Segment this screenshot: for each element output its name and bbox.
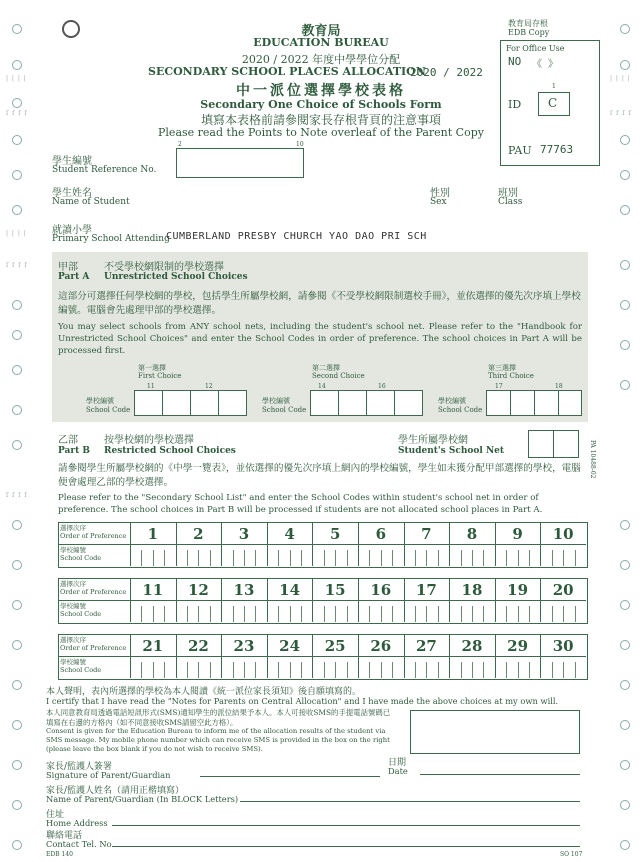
- punch-hole: [12, 170, 22, 180]
- punch-hole: [12, 560, 22, 570]
- school-code-input[interactable]: [496, 657, 540, 677]
- declaration-zh: 本人聲明，表內所選擇的學校為本人閱讀《統一派位家長須知》後自願填寫的。: [46, 687, 362, 697]
- school-code-input[interactable]: [131, 601, 175, 621]
- code-digit-box[interactable]: [394, 390, 423, 416]
- school-code-input[interactable]: [541, 545, 585, 565]
- school-code-input[interactable]: [131, 545, 175, 565]
- school-code-input[interactable]: [313, 657, 357, 677]
- punch-hole: [12, 330, 22, 340]
- code-label-zh: 學校編號: [60, 546, 86, 554]
- punch-hole: [620, 760, 630, 770]
- form-title-zh: 中一派位選擇學校表格: [236, 83, 406, 99]
- office-no-label: NO: [508, 55, 522, 68]
- school-code-input[interactable]: [177, 601, 221, 621]
- school-code-input[interactable]: [268, 545, 312, 565]
- preference-number: 3: [238, 525, 250, 543]
- note-zh: 填寫本表格前請參閱家長存根背頁的注意事項: [200, 113, 441, 127]
- punch-hole: [12, 600, 22, 610]
- code-label-zh: 學校編號: [438, 397, 466, 405]
- contact-tel-zh: 聯絡電話: [46, 831, 83, 841]
- class-en: Class: [498, 197, 523, 207]
- punch-hole: [12, 720, 22, 730]
- choice-tick: 18: [555, 383, 563, 390]
- punch-hole: [620, 520, 630, 530]
- code-digit-box[interactable]: [134, 390, 163, 416]
- code-label-en: School Code: [262, 406, 307, 414]
- school-code-input[interactable]: [541, 657, 585, 677]
- preference-number: 12: [187, 581, 209, 599]
- school-code-input[interactable]: [177, 657, 221, 677]
- sms-phone-input[interactable]: [410, 710, 580, 754]
- code-label-en: School Code: [60, 666, 102, 674]
- preference-number: 6: [375, 525, 387, 543]
- punch-hole: [12, 840, 22, 850]
- margin-tick: | | | |: [6, 230, 27, 237]
- code-digit-box[interactable]: [218, 390, 247, 416]
- margin-tick: | | | |: [6, 75, 27, 82]
- preference-number: 10: [552, 525, 574, 543]
- preference-number: 17: [415, 581, 437, 599]
- choice-label-zh: 第二選擇: [312, 364, 340, 372]
- school-code-input[interactable]: [496, 601, 540, 621]
- school-code-input[interactable]: [359, 545, 403, 565]
- school-code-input[interactable]: [268, 601, 312, 621]
- choice-tick: 12: [205, 383, 213, 390]
- choice-label-zh: 第三選擇: [488, 364, 516, 372]
- part-b-title-en: Restricted School Choices: [104, 446, 236, 456]
- preference-number: 28: [461, 637, 483, 655]
- school-code-input[interactable]: [313, 545, 357, 565]
- punch-hole: [12, 800, 22, 810]
- pau-label: PAU: [508, 144, 532, 157]
- part-b-label-en: Part B: [58, 446, 90, 456]
- punch-hole: [620, 170, 630, 180]
- sex-zh: 性別: [430, 188, 450, 199]
- choice-tick: 16: [378, 383, 386, 390]
- address-en: Home Address: [46, 818, 108, 828]
- class-zh: 班別: [498, 188, 518, 199]
- office-use-label: For Office Use: [506, 44, 565, 53]
- preference-number: 21: [142, 637, 164, 655]
- punch-hole: [12, 640, 22, 650]
- sms-consent-en: Consent is given for the Education Bureau to inform me of the allocation results of the student via SMS message. My mobile phone number which can receive SMS is provided in the box on the right (please leave the box blank if you do not wish to receive SMS).: [46, 727, 390, 753]
- choice-tick: 11: [147, 383, 155, 390]
- part-b-para-en: Please refer to the "Secondary School List" and enter the School Codes within student's school net in order of preference. The school choices in Part B will be processed if students are not allocated school places in Part A.: [58, 493, 543, 515]
- spa-title: SECONDARY SCHOOL PLACES ALLOCATION: [148, 65, 426, 78]
- order-label-zh: 選擇次序: [60, 580, 86, 588]
- punch-hole: [620, 800, 630, 810]
- preference-number: 26: [370, 637, 392, 655]
- school-code-input[interactable]: [450, 657, 494, 677]
- code-digit-box[interactable]: [190, 390, 219, 416]
- punch-hole: [12, 205, 22, 215]
- part-a-para-zh: 這部分可選擇任何學校網的學校，包括學生所屬學校網，請參閱《不受學校網限制選校手冊》，並依選擇的優先次序填上學校編號。電腦會先處理甲部的學校選擇。: [58, 291, 581, 316]
- preference-number: 27: [415, 637, 437, 655]
- punch-hole: [12, 680, 22, 690]
- punch-hole: [620, 260, 630, 270]
- punch-hole: [620, 560, 630, 570]
- preference-number: 4: [284, 525, 295, 543]
- preference-number: 30: [552, 637, 574, 655]
- parent-name-line[interactable]: [240, 801, 580, 802]
- code-label-zh: 學校編號: [86, 397, 114, 405]
- code-digit-box[interactable]: [510, 390, 535, 416]
- school-net-zh: 學生所屬學校網: [398, 435, 468, 446]
- school-code-input[interactable]: [131, 657, 175, 677]
- part-a-label-en: Part A: [58, 272, 90, 282]
- preference-number: 16: [370, 581, 392, 599]
- school-code-input[interactable]: [268, 657, 312, 677]
- student-ref-input[interactable]: [176, 148, 304, 178]
- margin-tick: ſ ſ ſ ſ: [610, 110, 632, 117]
- choice-tick: 14: [318, 383, 326, 390]
- student-ref-en: Student Reference No.: [52, 165, 157, 175]
- choice-label-zh: 第一選擇: [138, 364, 166, 372]
- primary-school-en: Primary School Attending: [52, 234, 170, 244]
- part-a-title-zh: 不受學校網限制的學校選擇: [104, 262, 224, 273]
- punch-hole: [12, 405, 22, 415]
- bureau-title-zh: 教育局: [301, 24, 341, 39]
- punch-hole: [620, 680, 630, 690]
- part-b-title-zh: 按學校網的學校選擇: [104, 435, 194, 446]
- school-code-input[interactable]: [405, 657, 449, 677]
- form-title-en: Secondary One Choice of Schools Form: [200, 98, 442, 111]
- school-net-en: Student's School Net: [398, 446, 505, 456]
- preference-number: 18: [461, 581, 483, 599]
- preference-number: 22: [187, 637, 209, 655]
- preference-number: 5: [329, 525, 341, 543]
- office-no-value: 《 》: [532, 59, 559, 70]
- student-ref-zh: 學生編號: [52, 156, 92, 167]
- spa-year: 2020 / 2022: [410, 66, 483, 79]
- preference-number: 9: [512, 525, 523, 543]
- school-code-input[interactable]: [222, 657, 266, 677]
- order-label-zh: 選擇次序: [60, 524, 86, 532]
- code-label-en: School Code: [60, 554, 102, 562]
- part-a-label-zh: 甲部: [58, 262, 78, 273]
- ref-tick-start: 2: [178, 141, 182, 148]
- code-label-zh: 學校編號: [60, 658, 86, 666]
- preference-number: 13: [233, 581, 255, 599]
- id-value: C: [548, 96, 558, 110]
- punch-hole: [12, 365, 22, 375]
- code-digit-box[interactable]: [558, 390, 582, 416]
- preference-number: 24: [279, 637, 301, 655]
- id-label: ID: [508, 98, 522, 111]
- punch-hole: [620, 380, 630, 390]
- code-digit-box[interactable]: [162, 390, 191, 416]
- date-zh: 日期: [388, 758, 407, 768]
- parent-name-en: Name of Parent/Guardian (In BLOCK Letters): [46, 794, 239, 804]
- code-digit-box[interactable]: [486, 390, 511, 416]
- punch-hole: [12, 760, 22, 770]
- code-label-zh: 學校編號: [60, 602, 86, 610]
- order-label-en: Order of Preference: [60, 588, 127, 596]
- address-line[interactable]: [112, 825, 580, 826]
- signature-zh: 家長/監護人簽署: [46, 762, 113, 772]
- sex-en: Sex: [430, 197, 447, 207]
- punch-hole: [620, 600, 630, 610]
- sms-consent-zh: 本人同意教育局透過電話短訊形式(SMS)通知學生的派位結果予本人。本人可接收SMS的手提電話號碼已填寫在右邊的方格內（如不同意接收SMS請留空此方格）。: [46, 708, 391, 727]
- code-label-en: School Code: [60, 610, 102, 618]
- school-code-input[interactable]: [222, 545, 266, 565]
- part-b-para-zh: 請參閱學生所屬學校網的《中學一覽表》，並依選擇的優先次序填上網內的學校編號，學生如未獲分配甲部選擇的學校，電腦便會處理乙部的學校選擇。: [58, 463, 581, 488]
- choice-tick: 17: [495, 383, 503, 390]
- punch-hole: [620, 300, 630, 310]
- part-b-label-zh: 乙部: [58, 435, 78, 446]
- edb-copy-en: EDB Copy: [508, 28, 550, 37]
- choice-label-en: Third Choice: [488, 372, 534, 380]
- preference-number: 25: [324, 637, 346, 655]
- preference-number: 8: [466, 525, 478, 543]
- preference-number: 14: [279, 581, 301, 599]
- code-digit-box[interactable]: [534, 390, 559, 416]
- preference-number: 20: [552, 581, 574, 599]
- school-code-input[interactable]: [405, 601, 449, 621]
- margin-tick: | | | |: [610, 75, 631, 82]
- punch-hole: [620, 205, 630, 215]
- school-code-input[interactable]: [450, 601, 494, 621]
- code-label-zh: 學校編號: [262, 397, 290, 405]
- school-code-input[interactable]: [313, 601, 357, 621]
- punch-hole: [620, 340, 630, 350]
- student-name-en: Name of Student: [52, 197, 130, 207]
- pau-value: 77763: [540, 143, 574, 156]
- school-net-box[interactable]: [553, 430, 579, 458]
- year-title: 2020 / 2022 年度中學學位分配: [241, 53, 401, 66]
- school-code-input[interactable]: [359, 601, 403, 621]
- date-en: Date: [388, 766, 408, 776]
- date-line[interactable]: [420, 774, 580, 775]
- student-name-zh: 學生姓名: [52, 188, 92, 199]
- preference-number: 29: [507, 637, 529, 655]
- code-digit-box[interactable]: [310, 390, 339, 416]
- school-net-box[interactable]: [528, 430, 554, 458]
- primary-school-value: CUMBERLAND PRESBY CHURCH YAO DAO PRI SCH: [166, 231, 427, 242]
- code-label-en: School Code: [438, 406, 483, 414]
- part-a-para-en: You may select schools from ANY school nets, including the student's school net. Please refer to the "Handbook for Unrestricted School Choices" and enter the School Codes in order of preference. The school choices in Part A will be processed first.: [58, 322, 582, 356]
- punch-hole: [620, 640, 630, 650]
- signature-en: Signature of Parent/Guardian: [46, 770, 171, 780]
- choice-label-en: First Choice: [138, 372, 182, 380]
- choice-label-en: Second Choice: [312, 372, 365, 380]
- punch-hole: [12, 300, 22, 310]
- code-label-en: School Code: [86, 406, 131, 414]
- school-code-input[interactable]: [541, 601, 585, 621]
- parent-name-zh: 家長/監護人姓名（請用正楷填寫）: [46, 786, 185, 796]
- signature-line[interactable]: [200, 776, 380, 777]
- bureau-title-en: EDUCATION BUREAU: [253, 36, 389, 49]
- order-label-zh: 選擇次序: [60, 636, 86, 644]
- address-zh: 住址: [46, 810, 65, 820]
- side-code: PA 10488-02: [589, 440, 596, 479]
- code-digit-box[interactable]: [338, 390, 367, 416]
- order-label-en: Order of Preference: [60, 532, 127, 540]
- contact-tel-en: Contact Tel. No.: [46, 839, 115, 849]
- punch-hole: [620, 840, 630, 850]
- preference-number: 23: [233, 637, 255, 655]
- punch-hole: [620, 720, 630, 730]
- school-code-input[interactable]: [450, 545, 494, 565]
- note-en: Please read the Points to Note overleaf of the Parent Copy: [158, 126, 484, 139]
- punch-hole: [12, 440, 22, 450]
- school-code-input[interactable]: [222, 601, 266, 621]
- school-code-input[interactable]: [359, 657, 403, 677]
- preference-number: 15: [324, 581, 346, 599]
- margin-tick: ſ ſ ſ ſ: [6, 262, 28, 269]
- preference-number: 7: [421, 525, 432, 543]
- ref-tick-end: 10: [296, 141, 304, 148]
- margin-tick: ſ ſ ſ ſ: [6, 110, 28, 117]
- school-code-input[interactable]: [405, 545, 449, 565]
- punch-hole: [12, 520, 22, 530]
- preference-number: 11: [142, 581, 164, 599]
- preference-number: 19: [507, 581, 529, 599]
- id-tick: 1: [552, 83, 556, 90]
- form-code-right: SO 107: [560, 851, 583, 858]
- primary-school-zh: 就讀小學: [52, 225, 92, 236]
- edb-copy-zh: 教育局存根: [508, 19, 548, 28]
- contact-tel-line[interactable]: [112, 846, 580, 847]
- preference-number: 2: [193, 525, 204, 543]
- part-a-title-en: Unrestricted School Choices: [104, 272, 248, 282]
- order-label-en: Order of Preference: [60, 644, 127, 652]
- form-code-left: EDB 140: [46, 851, 73, 858]
- code-digit-box[interactable]: [366, 390, 395, 416]
- preference-number: 1: [147, 525, 159, 543]
- margin-tick: ſ ſ ſ ſ: [6, 492, 28, 499]
- school-code-input[interactable]: [177, 545, 221, 565]
- declaration-en: I certify that I have read the "Notes for Parents on Central Allocation" and I have made the above choices at my own will.: [46, 696, 559, 706]
- school-code-input[interactable]: [496, 545, 540, 565]
